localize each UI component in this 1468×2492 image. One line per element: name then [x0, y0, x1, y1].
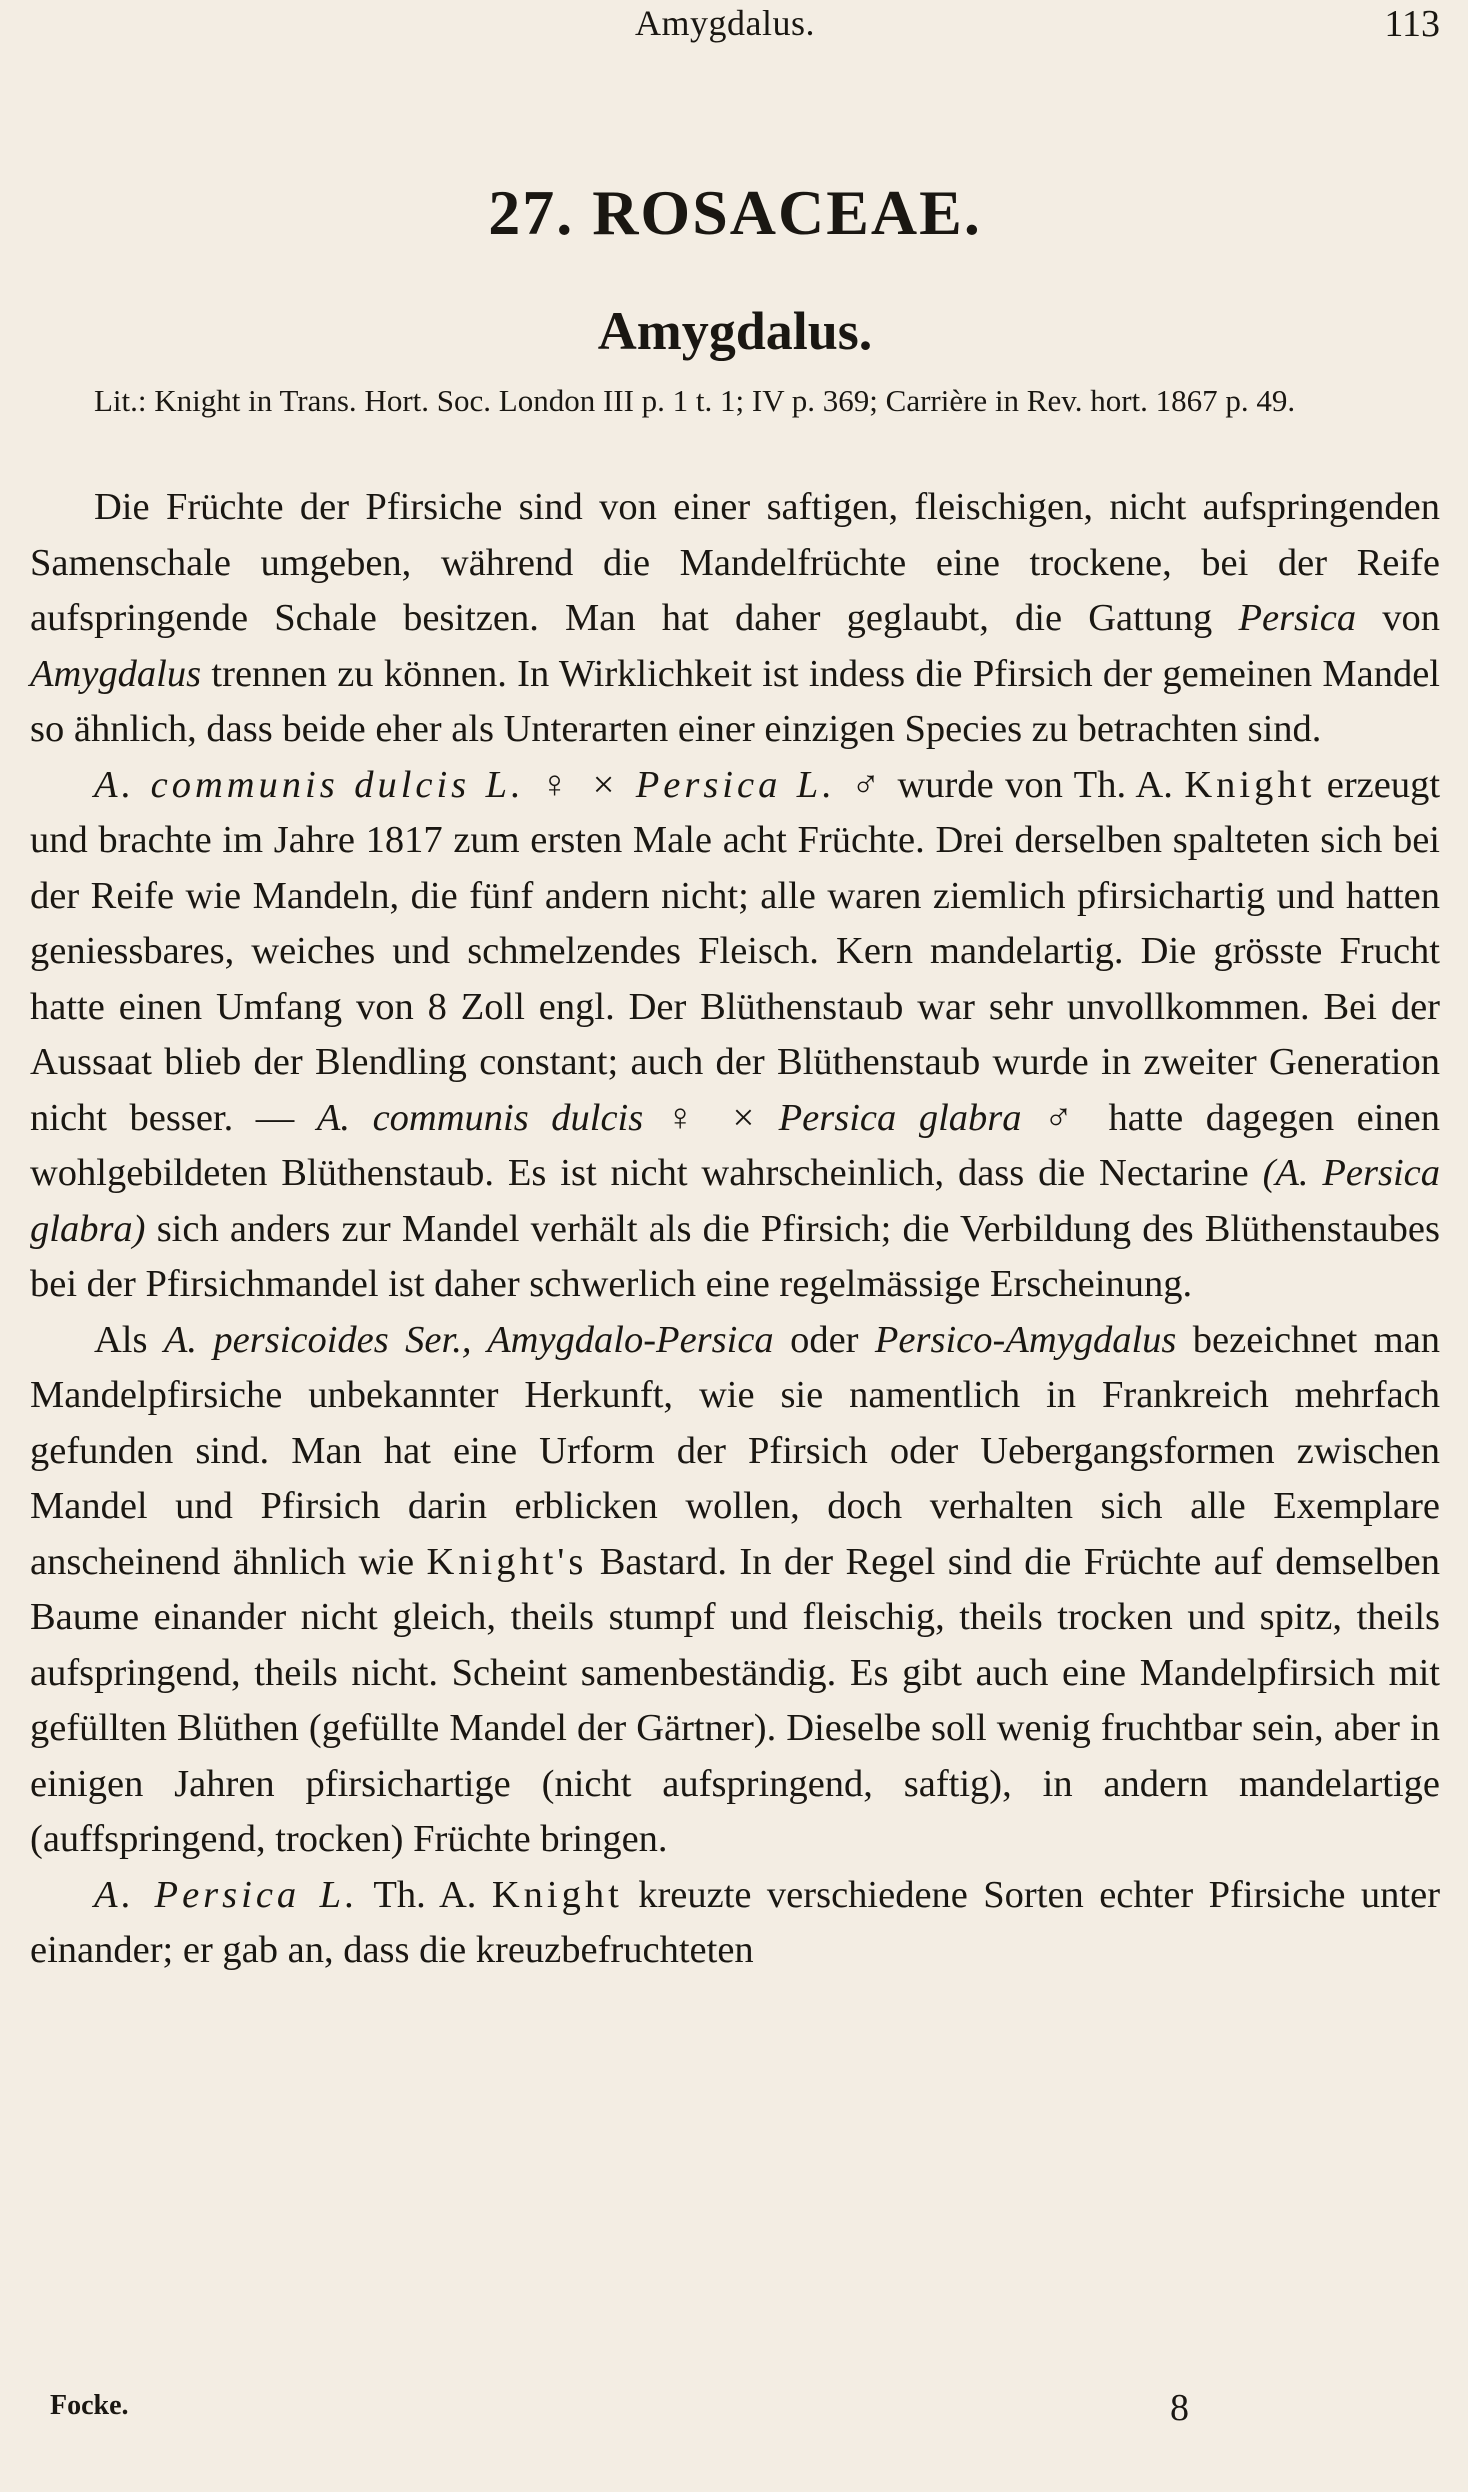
running-title: Amygdalus. — [635, 3, 815, 43]
paragraph-1: Die Früchte der Pfirsiche sind von einer saftigen, fleischigen, nicht aufspringenden Samenschale umgeben, während die Mandelfrüchte eine trockene, bei der Reife aufspringende Schale besitzen. Man hat daher geglaubt, die Gattung Persica von Amygdalus trennen zu können. In Wirklichkeit ist indess die Pfirsich der gemeinen Mandel so ähnlich, dass beide eher als Unterarten einer einzigen Species zu betrachten sind. — [30, 486, 1441, 750]
book-page — [30, 0, 1440, 2492]
literature-reference: Lit.: Knight in Trans. Hort. Soc. London III p. 1 t. 1; IV p. 369; Carrière in Rev. hort. 1867 p. 49. — [94, 383, 1296, 418]
paragraph-4: A. Persica L. Th. A. Knight kreuzte verschiedene Sorten echter Pfirsiche unter einander; er gab an, dass die kreuzbefruchteten — [30, 1873, 1441, 1971]
family-heading: 27. ROSACEAE. — [488, 177, 982, 248]
signature-mark: Focke. — [50, 2390, 129, 2421]
paragraph-2: A. communis dulcis L. ♀ × Persica L. ♂ wurde von Th. A. Knight erzeugt und brachte im Jahre 1817 zum ersten Male acht Früchte. Drei derselben spalteten sich bei der Reife wie Mandeln, die fünf andern nicht; alle waren ziemlich pfirsichartig und hatten geniessbares, weiches und schmelzendes Fleisch. Kern mandelartig. Die grösste Frucht hatte einen Umfang von 8 Zoll engl. Der Blüthenstaub war sehr unvollkommen. Bei der Aussaat blieb der Blendling constant; auch der Blüthenstaub wurde in zweiter Generation nicht besser. — A. communis dulcis ♀ × Persica glabra ♂ hatte dagegen einen wohlgebildeten Blüthenstaub. Es ist nicht wahrscheinlich, dass die Nectarine (A. Persica glabra) sich anders zur Mandel verhält als die Pfirsich; die Verbildung des Blüthenstaubes bei der Pfirsichmandel ist daher schwerlich eine regelmässige Erscheinung. — [30, 763, 1441, 1305]
paragraph-3: Als A. persicoides Ser., Amygdalo-Persica oder Persico-Amygdalus bezeichnet man Mandelpfirsiche unbekannter Herkunft, wie sie namentlich in Frankreich mehrfach gefunden sind. Man hat eine Urform der Pfirsich oder Uebergangsformen zwischen Mandel und Pfirsich darin erblicken wollen, doch verhalten sich alle Exemplare anscheinend ähnlich wie Knight's Bastard. In der Regel sind die Früchte auf demselben Baume einander nicht gleich, theils stumpf und fleischig, theils trocken und spitz, theils aufspringend, theils nicht. Scheint samenbeständig. Es gibt auch eine Mandelpfirsich mit gefüllten Blüthen (gefüllte Mandel der Gärtner). Dieselbe soll wenig fruchtbar sein, aber in einigen Jahren pfirsichartige (nicht aufspringend, saftig), in andern mandelartige (auffspringend, trocken) Früchte bringen. — [30, 1318, 1441, 1860]
body-text — [30, 480, 1440, 1979]
running-head — [30, 2, 1440, 52]
page-number: 113 — [1384, 3, 1440, 45]
sheet-number: 8 — [1170, 2387, 1189, 2429]
page-footer — [30, 2387, 1440, 2440]
genus-heading: Amygdalus. — [597, 301, 873, 361]
